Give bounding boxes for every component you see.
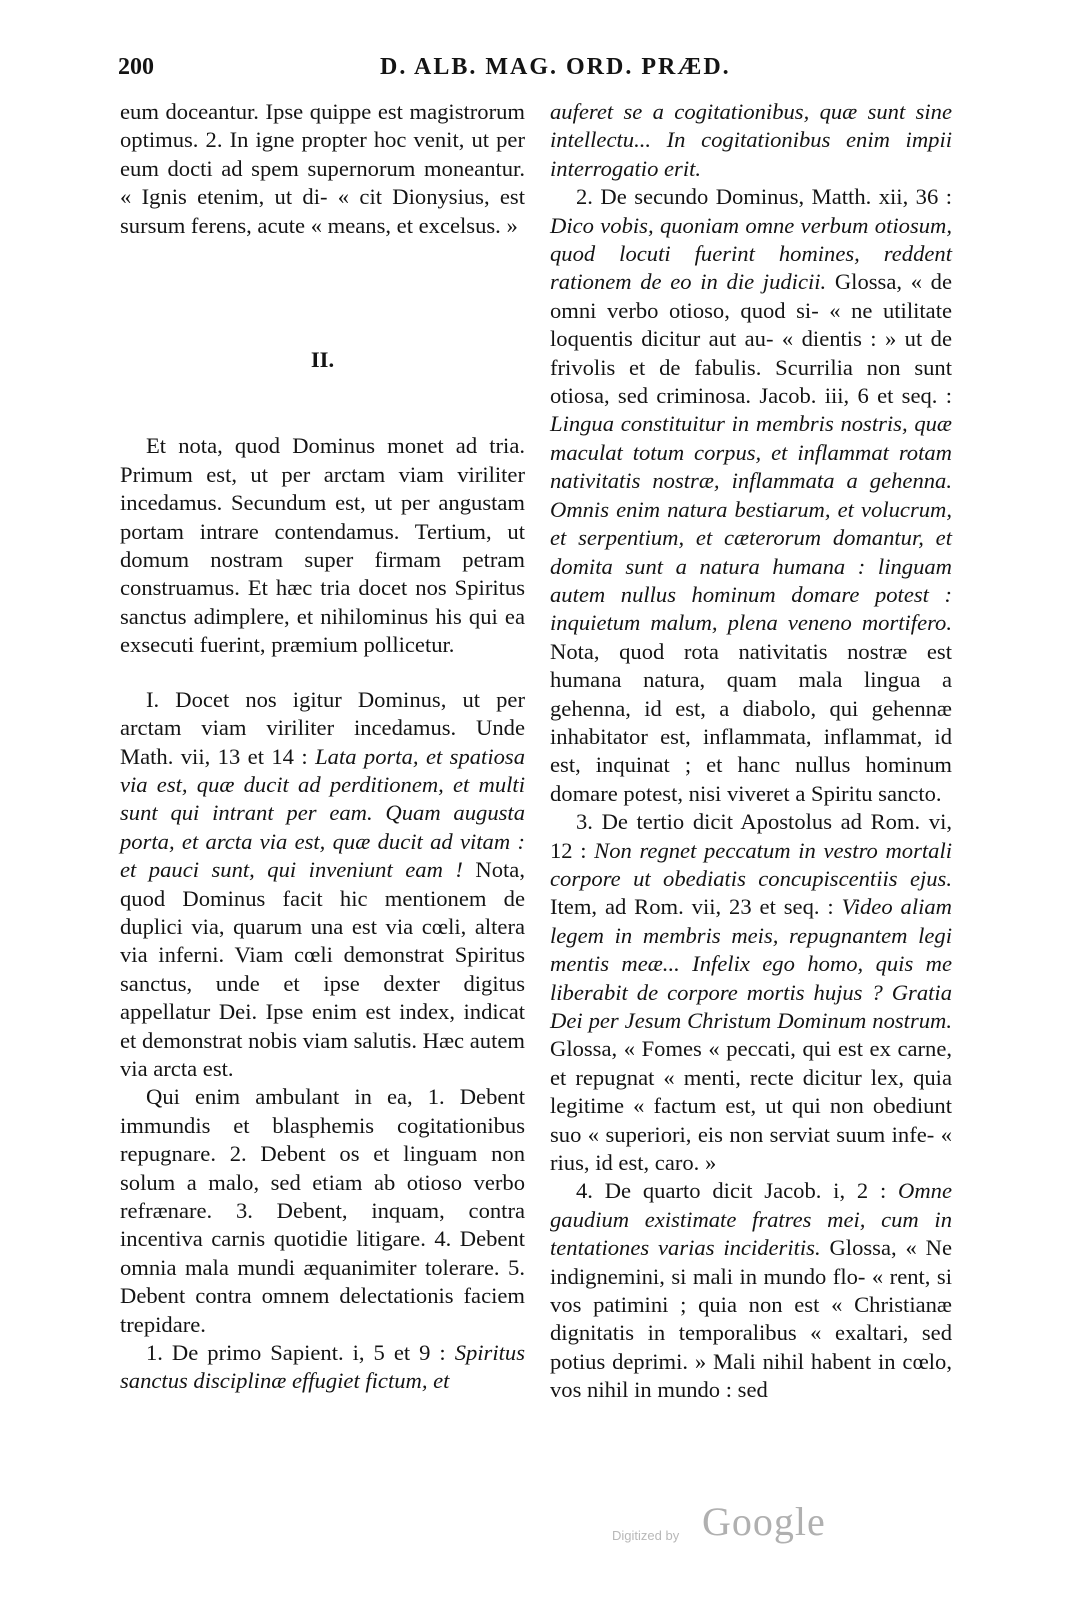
scripture-quote: Dico vobis, quoniam omne verbum otiosum, quod locuti fuerint homines, reddent rationem de eo in die judicii. <box>550 212 952 295</box>
digitization-watermark <box>612 1498 842 1548</box>
paragraph-point-one <box>120 686 525 1084</box>
page-number: 200 <box>118 54 154 80</box>
text-run: 3. De tertio dicit Apostolus ad Rom. vi, 12 : <box>550 809 952 863</box>
paragraph-list: Qui enim ambulant in ea, 1. Debent immundis et blasphemis cogitationibus repugnare. 2. Debent os et linguam non solum a malo, sed etiam ab otioso verbo refrænare. 3. Debent, inquam, contra incentiva carnis quotidie litigare. 4. Debent omnia mala mundi æquanimiter tolerare. 5. Debent contra omnem delectationis faciem trepidare. <box>120 1084 525 1337</box>
text-run: I. Docet nos igitur Dominus, ut per arctam viam viriliter incedamus. Unde Math. vii, 13 et 14 : <box>120 686 525 769</box>
scripture-quote: Lingua constituitur in membris nostris, quæ maculat totum corpus, et inflammat rotam nativitatis nostræ, inflammata a gehenna. Omnis enim natura bestiarum, et volucrum, et serpentium, et cæterorum domantur, et domita sunt a natura humana : linguam autem nullus hominum domare potest : inquietum malum, plena veneno mortifero. <box>550 411 952 636</box>
running-title: D. ALB. MAG. ORD. PRÆD. <box>380 54 731 80</box>
text-run: Nota, quod Dominus facit hic mentionem de duplici via, quarum una est via cœli, altera via inferni. Viam cœli demonstrat Spiritus sanctus, unde et ipse dexter digitus appellatur Dei. Ipse enim est index, indicat et demonstrat nobis viam salutis. Hæc autem via arcta est. <box>120 857 525 1081</box>
right-column <box>550 98 952 1405</box>
paragraph-fourth <box>550 1177 952 1404</box>
text-run: Nota, quod rota nativitatis nostræ est humana natura, quam mala lingua a gehenna, id est, a diabolo, qui gehennæ inhabitator est, inflammata, inflammat, id est, inquinat ; et hanc nullus hominum domare potest, nisi viveret a Spiritu sancto. <box>550 638 952 806</box>
text-run: 1. De primo Sapient. i, 5 et 9 : <box>146 1340 455 1366</box>
scripture-quote: Spiritus sanctus disciplinæ effugiet fictum, et <box>120 1340 525 1394</box>
paragraph-continuation: eum doceantur. Ipse quippe est magistrorum optimus. 2. In igne propter hoc venit, ut per eum docti ad spem supernorum moneantur. « Ignis etenim, ut di- « cit Dionysius, est sursum ferens, acute « means, et excelsus. » <box>120 99 525 238</box>
text-run: Glossa, « Ne indignemini, si mali in mundo flo- « rent, si vos patimini ; quia non est « Christianæ dignitatis in temporalibus « exaltari, sed potius deprimi. » Mali nihil habent in cœlo, vos nihil in mundo : sed <box>550 1235 952 1403</box>
scripture-quote: Lata porta, et spatiosa via est, quæ ducit ad perditionem, et multi sunt qui intrant per eam. Quam augusta porta, et arcta via est, quæ ducit ad vitam : et pauci sunt, qui inveniunt eam ! <box>120 743 525 883</box>
text-run: Item, ad Rom. vii, 23 et seq. : <box>550 894 842 920</box>
section-heading: II. <box>310 347 335 373</box>
paragraph-third <box>550 808 952 1177</box>
scripture-quote: Omne gaudium existimate fratres mei, cum in tentationes varias incideritis. <box>550 1178 952 1261</box>
page-header <box>118 50 978 90</box>
text-run: Glossa, « Fomes « peccati, qui est ex carne, et repugnat « menti, recte dicitur lex, quia legitime « factum est, ut qui non obediunt suo « superiori, eis non serviat suum infe- « rius, id est, caro. » <box>550 1036 952 1176</box>
digitized-by-label: Digitized by <box>612 1528 680 1543</box>
paragraph-intro: Et nota, quod Dominus monet ad tria. Primum est, ut per arctam viam viriliter incedamus. Secundum est, ut per angustam portam intrare contendamus. Tertium, ut domum nostram super firmam petram construamus. Et hæc tria docet nos Spiritus sanctus adimplere, et nihilominus his qui ea exsecuti fuerint, præmium pollicetur. <box>120 433 525 658</box>
scripture-quote: Non regnet peccatum in vestro mortali corpore ut obediatis concupiscentiis ejus. <box>550 837 953 891</box>
left-column <box>120 98 525 1396</box>
text-run: Glossa, « de omni verbo otioso, quod si- « ne utilitate loquentis dicitur aut au- « dientis : » ut de frivolis et de fabulis. Scurrilia non sunt otiosa, sed criminosa. Jacob. iii, 6 et seq. : <box>550 269 952 409</box>
text-run: 2. De secundo Dominus, Matth. xii, 36 : <box>576 184 952 210</box>
scripture-quote: Video aliam legem in membris meis, repugnantem legi mentis meæ... Infelix ego homo, quis me liberabit de corpore mortis hujus ? Gratia Dei per Jesum Christum Dominum nostrum. <box>550 894 952 1033</box>
text-run: 4. De quarto dicit Jacob. i, 2 : <box>576 1178 899 1204</box>
google-logo: Google <box>702 1499 826 1544</box>
paragraph-first <box>120 1339 525 1396</box>
paragraph-second <box>550 183 952 808</box>
paragraph-continuation <box>550 98 952 183</box>
scripture-quote: auferet se a cogitationibus, quæ sunt sine intellectu... In cogitationibus enim impii interrogatio erit. <box>550 99 952 181</box>
